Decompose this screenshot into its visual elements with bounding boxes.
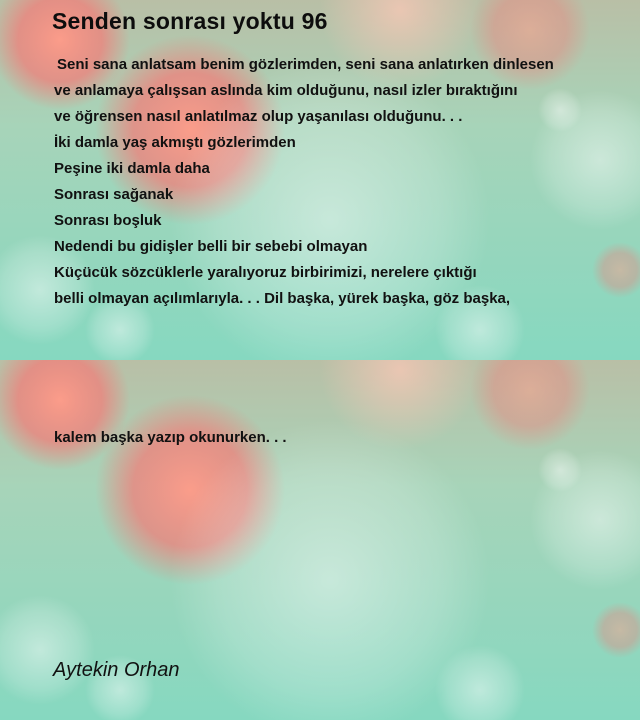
poem-line: Sonrası boşluk — [54, 212, 162, 229]
poem-continuation: kalem başka yazıp okunurken. . . — [54, 429, 287, 446]
poem-line: Peşine iki damla daha — [54, 160, 210, 177]
poem-line: Nedendi bu gidişler belli bir sebebi olmayan — [54, 238, 368, 255]
poem-lines — [54, 52, 554, 312]
poem-card-bottom — [0, 360, 640, 720]
author-name: Aytekin Orhan — [53, 659, 180, 681]
poem-line: İki damla yaş akmıştı gözlerimden — [54, 134, 296, 151]
poem-line: ve öğrensen nasıl anlatılmaz olup yaşanılası olduğunu. . . — [54, 108, 463, 125]
poem-line: Küçücük sözcüklerle yaralıyoruz birbirimizi, nerelere çıktığı — [54, 264, 477, 281]
poem-line: ve anlamaya çalışsan aslında kim olduğunu, nasıl izler bıraktığını — [54, 82, 518, 99]
poem-title: Senden sonrası yoktu 96 — [52, 8, 328, 34]
poem-line: Seni sana anlatsam benim gözlerimden, seni sana anlatırken dinlesen — [57, 56, 554, 73]
poem-line: belli olmayan açılımlarıyla. . . Dil başka, yürek başka, göz başka, — [54, 290, 511, 307]
poem-line: Sonrası sağanak — [54, 186, 174, 203]
